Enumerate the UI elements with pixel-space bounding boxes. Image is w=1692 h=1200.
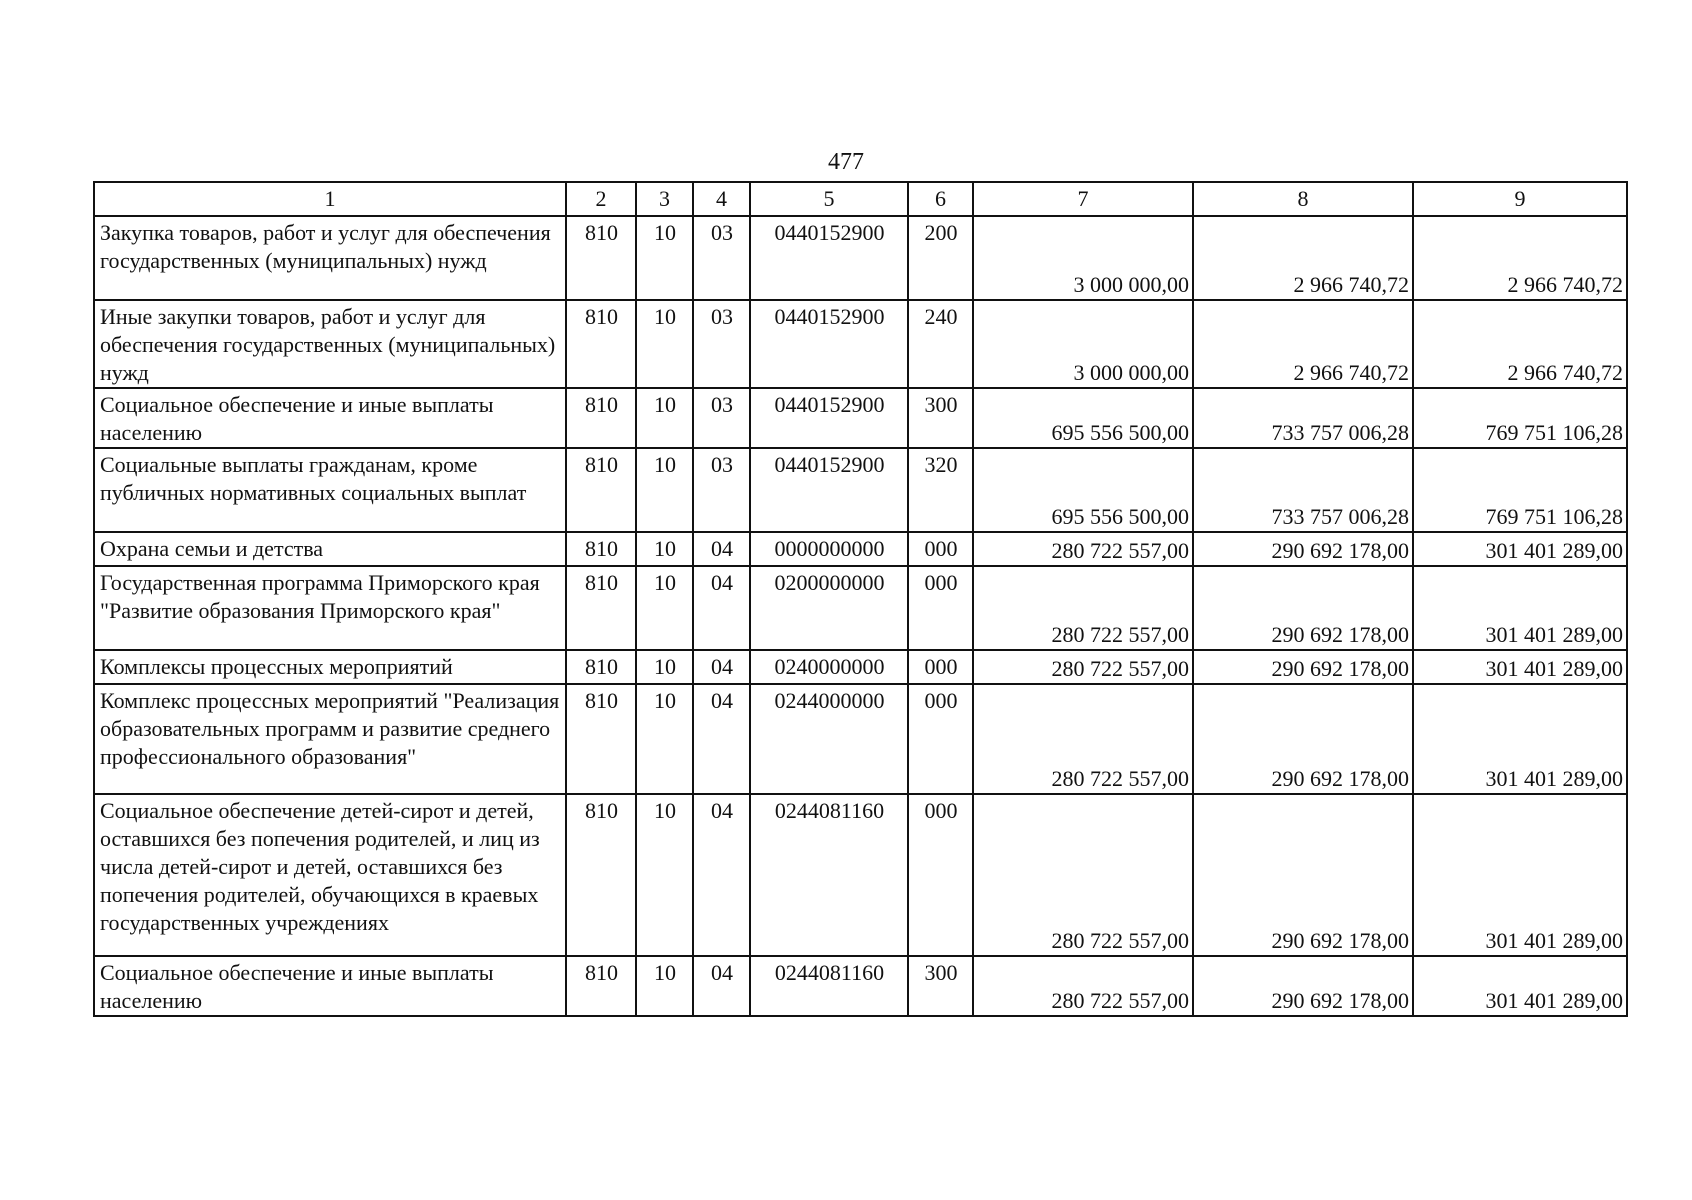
- target-article-cell: 0440152900: [750, 216, 908, 300]
- gov-code-cell: 810: [566, 532, 636, 566]
- target-article-cell: 0200000000: [750, 566, 908, 650]
- row-name-cell: Охрана семьи и детства: [94, 532, 566, 566]
- amount-col7-cell: 280 722 557,00: [973, 532, 1193, 566]
- subsection-cell: 04: [693, 532, 750, 566]
- header-cell: 8: [1193, 182, 1413, 216]
- target-article-cell: 0440152900: [750, 448, 908, 532]
- header-cell: 5: [750, 182, 908, 216]
- header-cell: 4: [693, 182, 750, 216]
- expense-type-cell: 000: [908, 650, 973, 684]
- row-name-cell: Социальное обеспечение детей-сирот и детей, оставшихся без попечения родителей, и лиц из числа детей-сирот и детей, оставшихся без попечения родителей, обучающихся в краевых государственных учреждениях: [94, 794, 566, 956]
- gov-code-cell: 810: [566, 684, 636, 794]
- expense-type-cell: 200: [908, 216, 973, 300]
- target-article-cell: 0244081160: [750, 794, 908, 956]
- table-row: [94, 684, 1627, 794]
- row-name-cell: Комплексы процессных мероприятий: [94, 650, 566, 684]
- gov-code-cell: 810: [566, 216, 636, 300]
- header-cell: 9: [1413, 182, 1627, 216]
- page-number: 477: [828, 149, 864, 175]
- amount-col8-cell: 290 692 178,00: [1193, 566, 1413, 650]
- amount-col7-cell: 280 722 557,00: [973, 684, 1193, 794]
- amount-col9-cell: 301 401 289,00: [1413, 794, 1627, 956]
- budget-table: [93, 181, 1628, 1017]
- section-cell: 10: [636, 300, 693, 388]
- table-row: [94, 300, 1627, 388]
- table-row: [94, 566, 1627, 650]
- target-article-cell: 0240000000: [750, 650, 908, 684]
- amount-col8-cell: 290 692 178,00: [1193, 794, 1413, 956]
- table-body: [94, 182, 1627, 1016]
- amount-col9-cell: 769 751 106,28: [1413, 388, 1627, 448]
- section-cell: 10: [636, 566, 693, 650]
- subsection-cell: 04: [693, 650, 750, 684]
- amount-col9-cell: 2 966 740,72: [1413, 216, 1627, 300]
- table-row: [94, 794, 1627, 956]
- target-article-cell: 0440152900: [750, 300, 908, 388]
- target-article-cell: 0244081160: [750, 956, 908, 1016]
- amount-col7-cell: 695 556 500,00: [973, 388, 1193, 448]
- row-name-cell: Социальное обеспечение и иные выплаты населению: [94, 388, 566, 448]
- header-cell: 3: [636, 182, 693, 216]
- expense-type-cell: 300: [908, 956, 973, 1016]
- amount-col9-cell: 2 966 740,72: [1413, 300, 1627, 388]
- target-article-cell: 0000000000: [750, 532, 908, 566]
- row-name-cell: Закупка товаров, работ и услуг для обеспечения государственных (муниципальных) нужд: [94, 216, 566, 300]
- header-cell: 7: [973, 182, 1193, 216]
- gov-code-cell: 810: [566, 388, 636, 448]
- header-cell: 2: [566, 182, 636, 216]
- row-name-cell: Социальное обеспечение и иные выплаты населению: [94, 956, 566, 1016]
- subsection-cell: 04: [693, 956, 750, 1016]
- amount-col8-cell: 290 692 178,00: [1193, 650, 1413, 684]
- section-cell: 10: [636, 956, 693, 1016]
- table-row: [94, 532, 1627, 566]
- gov-code-cell: 810: [566, 300, 636, 388]
- subsection-cell: 04: [693, 684, 750, 794]
- amount-col9-cell: 301 401 289,00: [1413, 532, 1627, 566]
- subsection-cell: 04: [693, 794, 750, 956]
- row-name-cell: Комплекс процессных мероприятий "Реализация образовательных программ и развитие среднего профессионального образования": [94, 684, 566, 794]
- row-name-cell: Социальные выплаты гражданам, кроме публичных нормативных социальных выплат: [94, 448, 566, 532]
- expense-type-cell: 300: [908, 388, 973, 448]
- gov-code-cell: 810: [566, 794, 636, 956]
- amount-col7-cell: 3 000 000,00: [973, 216, 1193, 300]
- table-row: [94, 216, 1627, 300]
- amount-col7-cell: 695 556 500,00: [973, 448, 1193, 532]
- amount-col9-cell: 301 401 289,00: [1413, 956, 1627, 1016]
- amount-col7-cell: 3 000 000,00: [973, 300, 1193, 388]
- target-article-cell: 0440152900: [750, 388, 908, 448]
- amount-col8-cell: 733 757 006,28: [1193, 388, 1413, 448]
- expense-type-cell: 240: [908, 300, 973, 388]
- section-cell: 10: [636, 684, 693, 794]
- amount-col7-cell: 280 722 557,00: [973, 650, 1193, 684]
- header-cell: 6: [908, 182, 973, 216]
- subsection-cell: 03: [693, 388, 750, 448]
- table-row: [94, 650, 1627, 684]
- expense-type-cell: 000: [908, 684, 973, 794]
- amount-col7-cell: 280 722 557,00: [973, 566, 1193, 650]
- gov-code-cell: 810: [566, 650, 636, 684]
- row-name-cell: Иные закупки товаров, работ и услуг для обеспечения государственных (муниципальных) нужд: [94, 300, 566, 388]
- expense-type-cell: 000: [908, 794, 973, 956]
- subsection-cell: 03: [693, 216, 750, 300]
- table-row: [94, 388, 1627, 448]
- row-name-cell: Государственная программа Приморского края "Развитие образования Приморского края": [94, 566, 566, 650]
- table-header-row: [94, 182, 1627, 216]
- subsection-cell: 03: [693, 300, 750, 388]
- section-cell: 10: [636, 448, 693, 532]
- gov-code-cell: 810: [566, 448, 636, 532]
- section-cell: 10: [636, 388, 693, 448]
- amount-col8-cell: 733 757 006,28: [1193, 448, 1413, 532]
- expense-type-cell: 000: [908, 532, 973, 566]
- header-cell: 1: [94, 182, 566, 216]
- section-cell: 10: [636, 650, 693, 684]
- amount-col9-cell: 301 401 289,00: [1413, 566, 1627, 650]
- subsection-cell: 04: [693, 566, 750, 650]
- expense-type-cell: 320: [908, 448, 973, 532]
- amount-col8-cell: 290 692 178,00: [1193, 532, 1413, 566]
- gov-code-cell: 810: [566, 566, 636, 650]
- target-article-cell: 0244000000: [750, 684, 908, 794]
- amount-col9-cell: 301 401 289,00: [1413, 684, 1627, 794]
- table-row: [94, 448, 1627, 532]
- amount-col8-cell: 290 692 178,00: [1193, 684, 1413, 794]
- gov-code-cell: 810: [566, 956, 636, 1016]
- amount-col8-cell: 290 692 178,00: [1193, 956, 1413, 1016]
- table-row: [94, 956, 1627, 1016]
- section-cell: 10: [636, 794, 693, 956]
- amount-col8-cell: 2 966 740,72: [1193, 300, 1413, 388]
- amount-col7-cell: 280 722 557,00: [973, 794, 1193, 956]
- amount-col7-cell: 280 722 557,00: [973, 956, 1193, 1016]
- section-cell: 10: [636, 216, 693, 300]
- amount-col9-cell: 769 751 106,28: [1413, 448, 1627, 532]
- section-cell: 10: [636, 532, 693, 566]
- subsection-cell: 03: [693, 448, 750, 532]
- amount-col8-cell: 2 966 740,72: [1193, 216, 1413, 300]
- expense-type-cell: 000: [908, 566, 973, 650]
- amount-col9-cell: 301 401 289,00: [1413, 650, 1627, 684]
